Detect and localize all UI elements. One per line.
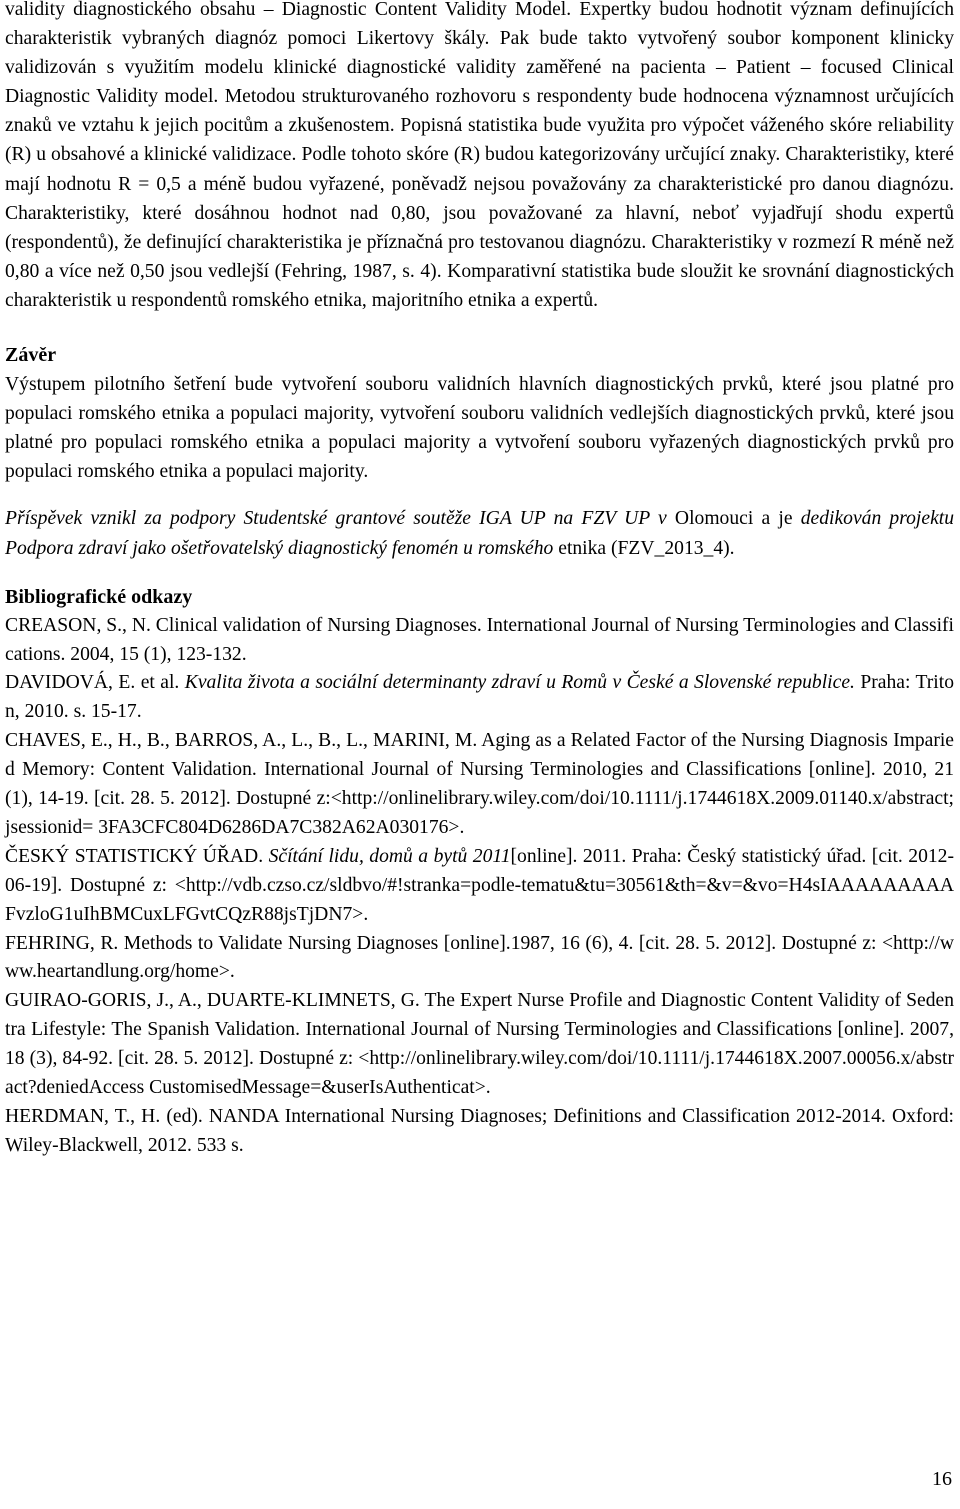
ack-italic-1: Příspěvek vznikl za podpory Studentské grantové soutěže IGA UP na FZV UP v [5,508,667,530]
reference-item: CHAVES, E., H., B., BARROS, A., L., B., L., MARINI, M. Aging as a Related Factor of the Nursing Diagnosis Imparied Memory: Content Validation. International Journal of Nursing Terminologies and Classifications [online]. 2010, 21 (1), 14-19. [cit. 28. 5. 2012]. Dostupné z:<http://onlinelibrary.wiley.com/doi/10.1111/j.1744618X.2009.01140.x/abstract;jsessionid= 3FA3CFC804D6286DA7C382A62A030176>. [5,730,954,838]
spacer [5,315,954,341]
conclusion-heading: Závěr [5,344,57,367]
spacer [5,486,954,504]
reference-publisher: [online]. 2011. Praha: Český statistický úřad. [cit. 2012-06-19]. Dostupné z: <http://vdb.czso.cz/sldbvo/#!stranka=podle-tematu&tu=30561&th=&v=&vo=H4sIAAAAAAAAAFvzloG1uIhBMCuxLFGvtCQzR88jsTjDN7>. [5,845,954,925]
ack-italic-2: dedikován projektu Podpora zdraví jako ošetřovatelský diagnostický fenomén u romského [5,508,955,559]
conclusion-paragraph: Výstupem pilotního šetření bude vytvoření souboru validních hlavních diagnostických prvků, které jsou platné pro populaci romského etnika a populaci majority, vytvoření souboru validních vedlejších diagnostických prvků, které jsou platné pro populaci romského etnika a populaci majority a vytvoření souboru vyřazených diagnostických prvků pro populaci romského etnika a populaci majority. [5,374,954,483]
reference-item: HERDMAN, T., H. (ed). NANDA International Nursing Diagnoses; Definitions and Classification 2012-2014. Oxford: Wiley-Blackwell, 2012. 533 s. [5,1106,954,1156]
reference-authors: ČESKÝ STATISTICKÝ ÚŘAD. [5,845,269,867]
reference-item: FEHRING, R. Methods to Validate Nursing Diagnoses [online].1987, 16 (6), 4. [cit. 28. 5. 2012]. Dostupné z: <http://www.heartandlung.org/home>. [5,932,954,983]
method-paragraph: validity diagnostického obsahu – Diagnostic Content Validity Model. Expertky budou hodnotit význam definujících charakteristik vybraných diagnóz pomoci Likertovy škály. Pak bude takto vytvořený soubor komponent klinicky validizován s využitím modelu klinické diagnostické validity zaměřené na pacienta – Patient – focused Clinical Diagnostic Validity model. Metodou strukturovaného rozhovoru s respondenty bude hodnocena významnost určujících znaků ve vztahu k jejich pocitům a zkušenostem. Popisná statistika bude využita pro výpočet váženého skóre reliability (R) u obsahové a klinické validizace. Podle tohoto skóre (R) budou kategorizovány určující znaky. Charakteristiky, které mají hodnotu R = 0,5 a méně budou vyřazené, poněvadž nejsou považovány za charakteristické pro danou diagnózu. Charakteristiky, které dosáhnou hodnot nad 0,80, jsou považované za hlavní, neboť vyjadřují shodu expertů (respondentů), že definující charakteristika je příznačná pro testovanou diagnózu. Charakteristiky v rozmezí R méně než 0,80 a více než 0,50 jsou vedlejší (Fehring, 1987, s. 4). Komparativní statistika bude sloužit ke srovnání diagnostických charakteristik u respondentů romského etnika, majoritního etnika a expertů. [5,0,954,311]
reference-title: Sčítání lidu, domů a bytů 2011 [268,845,511,867]
reference-publisher: Praha: Triton, 2010. s. 15-17. [5,672,954,723]
document-page [5,0,954,1161]
acknowledgement-paragraph [5,504,954,562]
spacer [5,563,954,583]
reference-item: CREASON, S., N. Clinical validation of Nursing Diagnoses. International Journal of Nursing Terminologies and Classifications. 2004, 15 (1), 123-132. [5,614,954,665]
reference-authors: DAVIDOVÁ, E. et al. [5,672,185,694]
reference-list [5,612,954,1161]
bibliography-heading: Bibliografické odkazy [5,585,193,608]
reference-item [5,669,954,727]
reference-item: GUIRAO-GORIS, J., A., DUARTE-KLIMNETS, G. The Expert Nurse Profile and Diagnostic Content Validity of Sedentra Lifestyle: The Spanish Validation. International Journal of Nursing Terminologies and Classifications [online]. 2007, 18 (3), 84-92. [cit. 28. 5. 2012]. Dostupné z: <http://onlinelibrary.wiley.com/doi/10.1111/j.1744618X.2007.00056.x/abstract?deniedAccess CustomisedMessage=&userIsAuthenticat>. [5,990,954,1099]
ack-normal-1: Olomouci a je [666,508,801,530]
reference-item [5,843,954,930]
reference-title: Kvalita života a sociální determinanty zdraví u Romů v České a Slovenské republice. [184,672,855,694]
ack-normal-2: etnika (FZV_2013_4). [553,537,735,559]
page-number: 16 [932,1468,952,1490]
